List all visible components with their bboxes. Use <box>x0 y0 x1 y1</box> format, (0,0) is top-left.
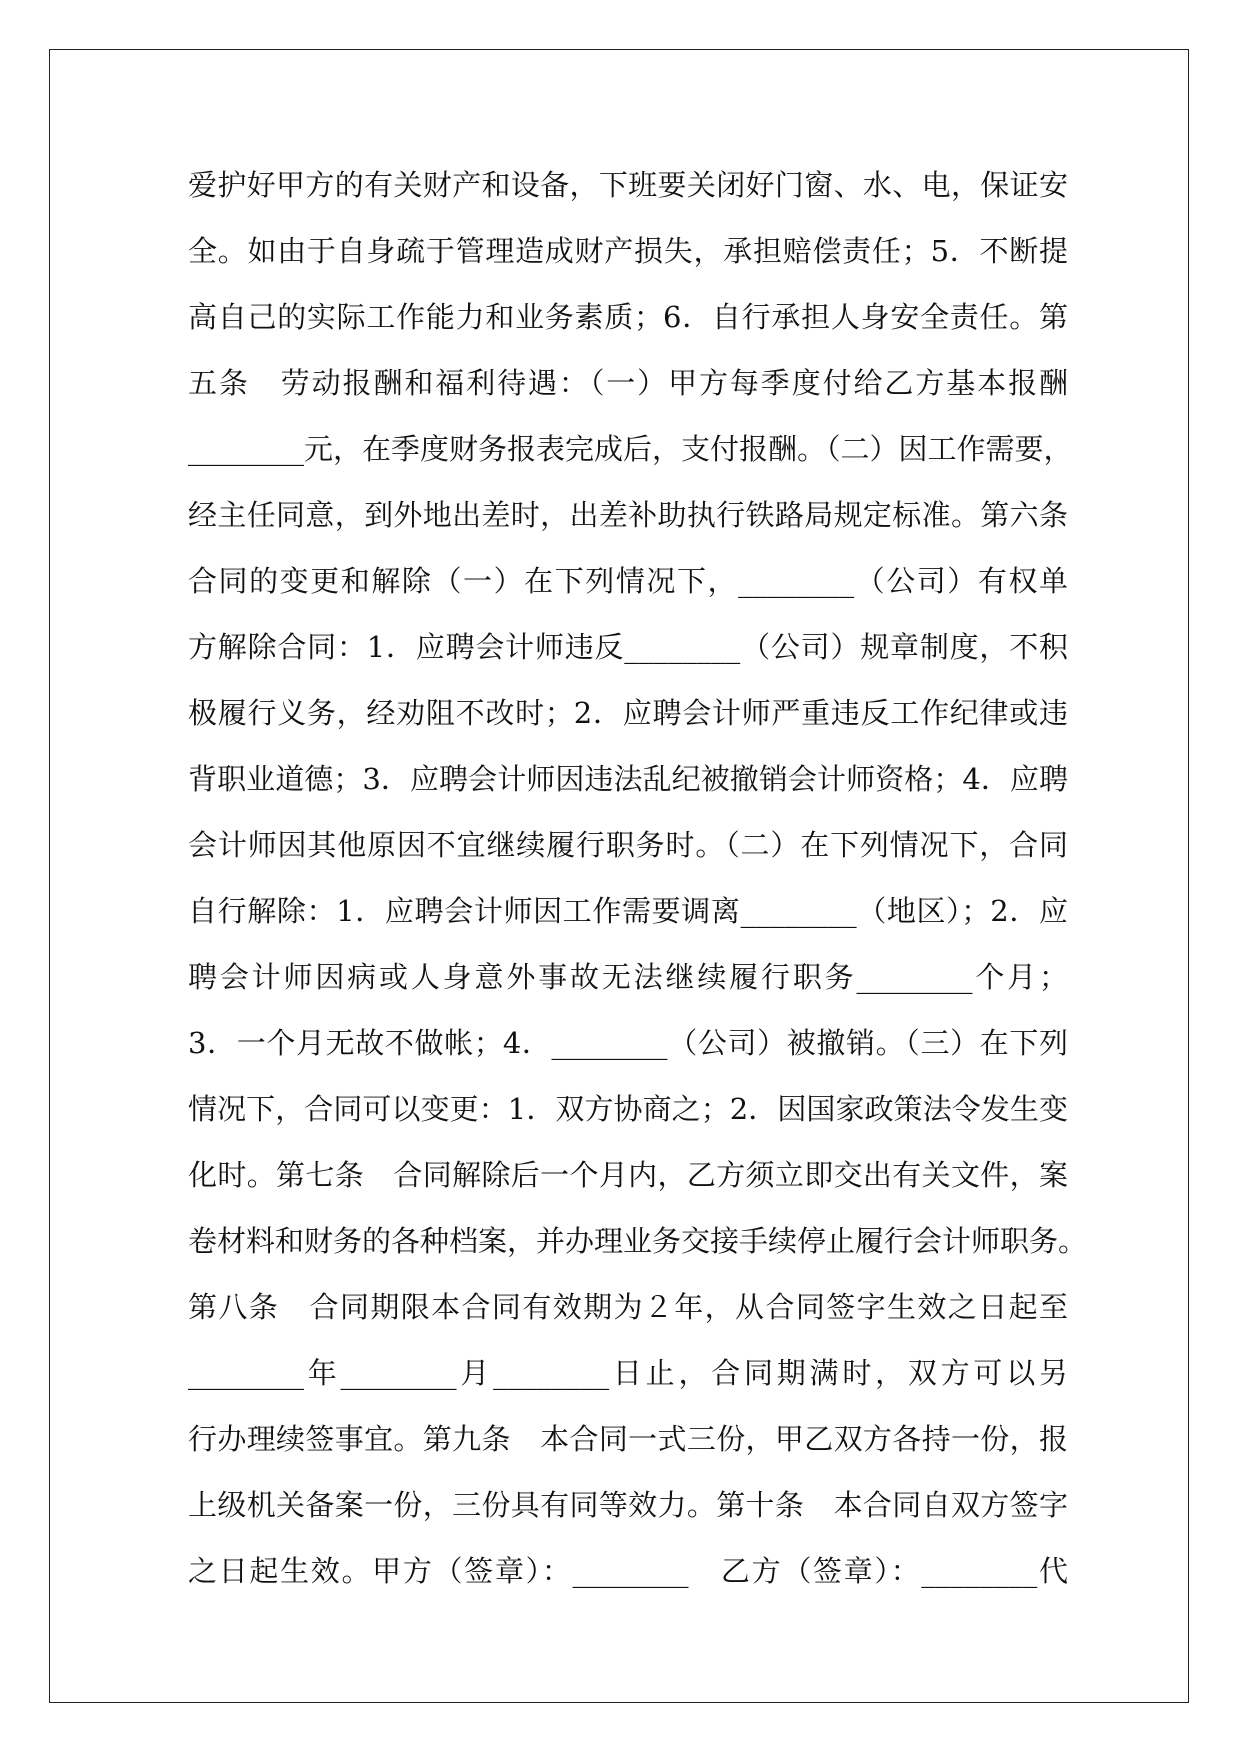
text-line: 第八条 合同期限本合同有效期为２年，从合同签字生效之日起至 <box>188 1290 1068 1324</box>
text-line: 五条 劳动报酬和福利待遇：（一）甲方每季度付给乙方基本报酬 <box>188 366 1068 400</box>
text-line: 全。如由于自身疏于管理造成财产损失，承担赔偿责任；5．不断提 <box>188 234 1068 268</box>
text-line: 之日起生效。甲方（签章）：________ 乙方（签章）：________代 <box>188 1554 1068 1588</box>
text-line: ________元，在季度财务报表完成后，支付报酬。（二）因工作需要， <box>188 432 1073 466</box>
text-line: 会计师因其他原因不宜继续履行职务时。（二）在下列情况下，合同 <box>188 828 1068 862</box>
text-line: 高自己的实际工作能力和业务素质；6．自行承担人身安全责任。第 <box>188 300 1068 334</box>
text-line: 聘会计师因病或人身意外事故无法继续履行职务________个月； <box>188 960 1068 994</box>
text-line: 背职业道德；3．应聘会计师因违法乱纪被撤销会计师资格；4．应聘 <box>188 762 1068 796</box>
text-line: 方解除合同：1．应聘会计师违反________（公司）规章制度，不积 <box>188 630 1068 664</box>
text-line: 卷材料和财务的各种档案，并办理业务交接手续停止履行会计师职务。 <box>188 1224 1088 1258</box>
text-line: 上级机关备案一份，三份具有同等效力。第十条 本合同自双方签字 <box>188 1488 1068 1522</box>
text-line: ________年________月________日止，合同期满时，双方可以另 <box>188 1356 1068 1390</box>
text-line: 经主任同意，到外地出差时，出差补助执行铁路局规定标准。第六条 <box>188 498 1068 532</box>
text-line: 爱护好甲方的有关财产和设备，下班要关闭好门窗、水、电，保证安 <box>188 168 1068 202</box>
text-line: 3．一个月无故不做帐；4．________（公司）被撤销。（三）在下列 <box>188 1026 1068 1060</box>
text-line: 情况下，合同可以变更：1．双方协商之；2．因国家政策法令发生变 <box>188 1092 1068 1126</box>
text-line: 自行解除：1．应聘会计师因工作需要调离________（地区）；2．应 <box>188 894 1068 928</box>
text-line: 极履行义务，经劝阻不改时；2．应聘会计师严重违反工作纪律或违 <box>188 696 1068 730</box>
text-line: 化时。第七条 合同解除后一个月内，乙方须立即交出有关文件，案 <box>188 1158 1068 1192</box>
text-line: 行办理续签事宜。第九条 本合同一式三份，甲乙双方各持一份，报 <box>188 1422 1068 1456</box>
contract-text-body <box>188 152 1088 1604</box>
text-line: 合同的变更和解除（一）在下列情况下，________（公司）有权单 <box>188 564 1068 598</box>
